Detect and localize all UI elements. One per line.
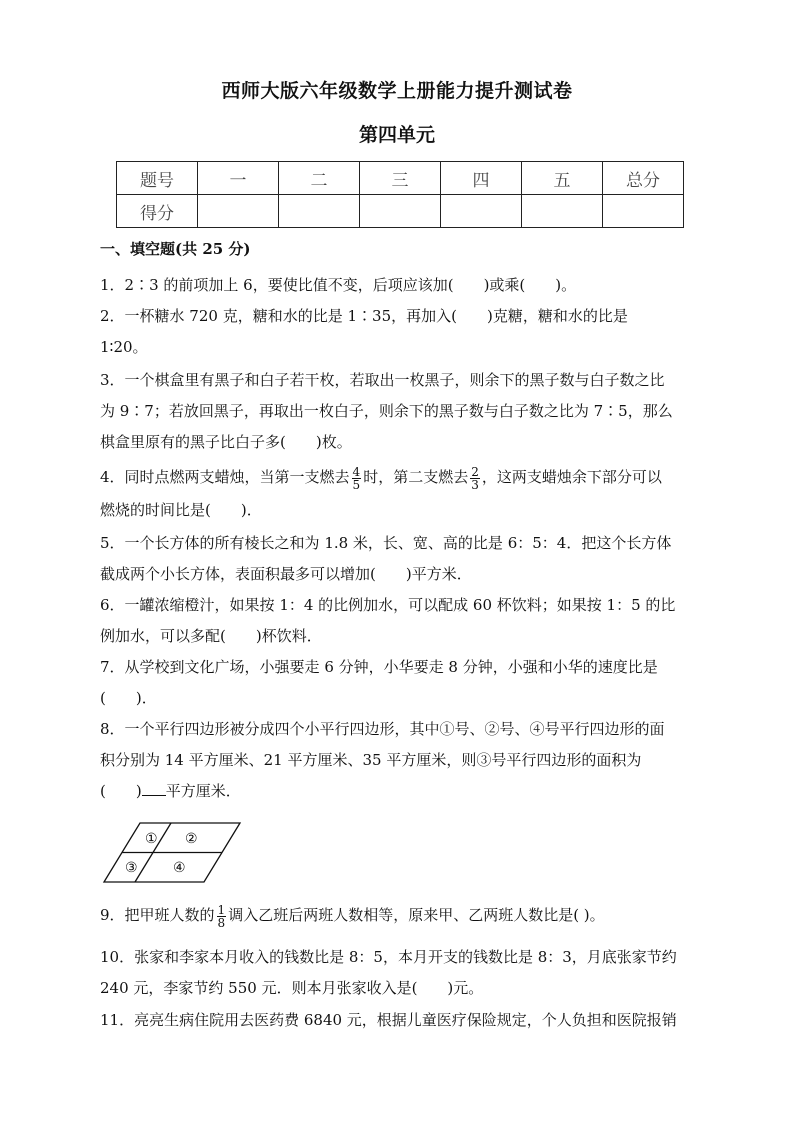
page-title: 西师大版六年级数学上册能力提升测试卷 — [221, 80, 573, 102]
fraction-denominator: 5 — [352, 477, 361, 492]
parallelogram-figure — [98, 820, 248, 886]
question-9-text: 9．把甲班人数的 — [100, 906, 215, 924]
answer-blank: ( ) — [100, 782, 142, 800]
question-5-line-2: 截成两个小长方体，表面积最多可以增加( )平方米． — [100, 565, 472, 583]
question-4-text: 时，第二支燃去 — [363, 468, 469, 486]
score-header-cell: 题号 — [117, 162, 198, 195]
question-4-text: ，这两支蜡烛余下部分可以 — [481, 468, 662, 486]
score-entry-cell[interactable] — [279, 195, 360, 228]
score-entry-cell[interactable] — [522, 195, 603, 228]
section-heading: 一、填空题(共 25 分) — [100, 240, 251, 258]
score-header-cell: 一 — [198, 162, 279, 195]
fraction-two-thirds — [470, 466, 480, 491]
score-header-cell: 五 — [522, 162, 603, 195]
score-row-label: 得分 — [117, 195, 198, 228]
score-table-header-row — [117, 162, 684, 195]
question-8-unit: 平方厘米． — [165, 782, 241, 800]
question-6-line-1: 6．一罐浓缩橙汁，如果按 1：4 的比例加水，可以配成 60 杯饮料；如果按 1：5 的比 — [100, 596, 676, 614]
question-1: 1．2∶3 的前项加上 6，要使比值不变，后项应该加( )或乘( )。 — [100, 276, 577, 294]
region-label-1: ① — [145, 831, 158, 847]
underline-blank — [142, 781, 166, 796]
score-header-cell: 总分 — [603, 162, 684, 195]
fraction-four-fifths — [352, 466, 362, 491]
question-7-line-2: ( )． — [100, 689, 157, 707]
score-entry-cell[interactable] — [198, 195, 279, 228]
score-header-cell: 二 — [279, 162, 360, 195]
question-3-line-2: 为 9∶7；若放回黑子，再取出一枚白子，则余下的黑子数与白子数之比为 7∶5，那么 — [100, 402, 673, 420]
question-4-line-1 — [100, 462, 700, 493]
fraction-numerator: 4 — [352, 464, 361, 479]
score-entry-cell[interactable] — [603, 195, 684, 228]
fraction-denominator: 3 — [471, 477, 479, 492]
question-5-line-1: 5．一个长方体的所有棱长之和为 1.8 米，长、宽、高的比是 6：5：4．把这个长方体 — [100, 534, 672, 552]
region-label-3: ③ — [125, 860, 138, 876]
unit-subtitle: 第四单元 — [358, 124, 435, 146]
question-3-line-1: 3．一个棋盒里有黑子和白子若干枚，若取出一枚黑子，则余下的黑子数与白子数之比 — [100, 371, 665, 389]
question-8-line-1: 8．一个平行四边形被分成四个小平行四边形，其中①号、②号、④号平行四边形的面 — [100, 720, 665, 738]
region-label-2: ② — [185, 831, 198, 847]
fraction-numerator: 1 — [217, 902, 226, 917]
score-header-cell: 三 — [360, 162, 441, 195]
fraction-numerator: 2 — [471, 464, 479, 479]
fraction-one-eighth — [217, 904, 227, 929]
fraction-denominator: 8 — [217, 915, 226, 930]
score-table — [116, 161, 684, 228]
score-header-cell: 四 — [441, 162, 522, 195]
score-table-score-row — [117, 195, 684, 228]
question-2-line-2: 1∶20。 — [100, 338, 148, 356]
question-10-line-2: 240 元，李家节约 550 元．则本月张家收入是( )元。 — [100, 979, 484, 997]
question-4-line-2: 燃烧的时间比是( )． — [100, 501, 262, 519]
region-label-4: ④ — [173, 860, 186, 876]
question-4-text: 4．同时点燃两支蜡烛，当第一支燃去 — [100, 468, 350, 486]
question-11-line-1: 11．亮亮生病住院用去医药费 6840 元，根据儿童医疗保险规定，个人负担和医院报销 — [100, 1011, 677, 1029]
question-6-line-2: 例加水，可以多配( )杯饮料． — [100, 627, 322, 645]
score-entry-cell[interactable] — [441, 195, 522, 228]
question-2-line-1: 2．一杯糖水 720 克，糖和水的比是 1∶35，再加入( )克糖，糖和水的比是 — [100, 307, 628, 325]
question-3-line-3: 棋盒里原有的黑子比白子多( )枚。 — [100, 433, 352, 451]
question-7-line-1: 7．从学校到文化广场，小强要走 6 分钟，小华要走 8 分钟，小强和小华的速度比是 — [100, 658, 658, 676]
question-9 — [100, 900, 700, 931]
question-9-text: 调入乙班后两班人数相等，原来甲、乙两班人数比是( )。 — [228, 906, 605, 924]
question-10-line-1: 10．张家和李家本月收入的钱数比是 8：5，本月开支的钱数比是 8：3，月底张家节约 — [100, 948, 677, 966]
question-8-line-3 — [100, 776, 700, 807]
question-8-line-2: 积分别为 14 平方厘米、21 平方厘米、35 平方厘米，则③号平行四边形的面积为 — [100, 751, 642, 769]
score-entry-cell[interactable] — [360, 195, 441, 228]
